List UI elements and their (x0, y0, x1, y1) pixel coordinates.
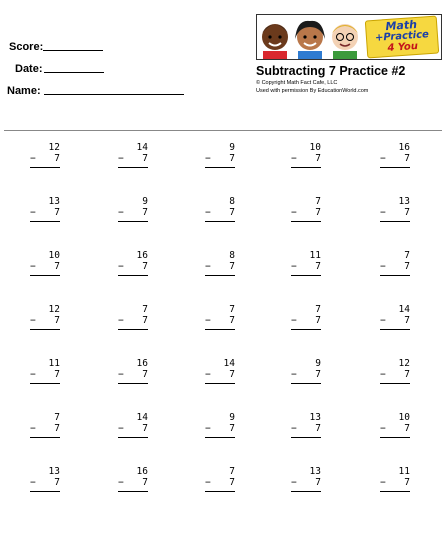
minus-sign: − (118, 261, 124, 272)
subtraction-problem (30, 196, 60, 222)
minus-sign: − (291, 207, 297, 218)
answer-line (380, 167, 410, 168)
minus-sign: − (380, 207, 386, 218)
math-practice-logo: Math +Practice 4 You (365, 16, 439, 59)
minuend: 13 (48, 196, 60, 207)
minus-sign: − (380, 423, 386, 434)
subtraction-problem (291, 304, 321, 330)
subtraction-problem (205, 196, 235, 222)
minus-sign: − (118, 423, 124, 434)
minus-sign: − (205, 477, 211, 488)
subtraction-problem (291, 412, 321, 438)
answer-line (380, 491, 410, 492)
subtraction-problem (380, 466, 410, 492)
minus-sign: − (30, 423, 36, 434)
subtraction-problem (380, 412, 410, 438)
minus-sign: − (118, 153, 124, 164)
subtrahend: 7 (54, 315, 60, 326)
subtraction-problem (118, 196, 148, 222)
date-field (15, 63, 43, 75)
subtraction-problem (291, 466, 321, 492)
minuend: 13 (398, 196, 410, 207)
answer-line (205, 437, 235, 438)
answer-line (118, 221, 148, 222)
subtraction-problem (30, 250, 60, 276)
minus-sign: − (118, 315, 124, 326)
worksheet-title: Subtracting 7 Practice #2 (256, 64, 406, 78)
subtrahend: 7 (404, 315, 410, 326)
subtrahend: 7 (142, 315, 148, 326)
answer-line (30, 491, 60, 492)
minus-sign: − (380, 153, 386, 164)
score-field (9, 41, 43, 53)
answer-line (291, 329, 321, 330)
minuend: 9 (229, 142, 235, 153)
subtraction-problem (291, 142, 321, 168)
name-field (7, 85, 41, 97)
date-label: Date: (15, 63, 43, 75)
minuend: 7 (315, 304, 321, 315)
answer-line (30, 437, 60, 438)
subtrahend: 7 (229, 423, 235, 434)
header-divider (4, 130, 442, 131)
minuend: 14 (398, 304, 410, 315)
minuend: 10 (398, 412, 410, 423)
minuend: 7 (315, 196, 321, 207)
subtraction-problem (118, 358, 148, 384)
minuend: 10 (309, 142, 321, 153)
math-practice-banner (256, 14, 442, 60)
subtrahend: 7 (404, 477, 410, 488)
subtrahend: 7 (142, 153, 148, 164)
minus-sign: − (118, 477, 124, 488)
name-label: Name: (7, 85, 41, 97)
minus-sign: − (380, 261, 386, 272)
answer-line (291, 167, 321, 168)
minus-sign: − (291, 423, 297, 434)
minuend: 11 (48, 358, 60, 369)
subtraction-problem (205, 358, 235, 384)
minuend: 7 (229, 466, 235, 477)
subtraction-problem (205, 466, 235, 492)
subtrahend: 7 (404, 423, 410, 434)
subtrahend: 7 (229, 477, 235, 488)
answer-line (380, 383, 410, 384)
subtraction-problem (291, 250, 321, 276)
minus-sign: − (30, 207, 36, 218)
subtrahend: 7 (404, 369, 410, 380)
minuend: 13 (48, 466, 60, 477)
minus-sign: − (205, 315, 211, 326)
minus-sign: − (380, 477, 386, 488)
answer-line (291, 383, 321, 384)
minus-sign: − (205, 423, 211, 434)
minus-sign: − (205, 207, 211, 218)
subtraction-problem (30, 412, 60, 438)
minuend: 9 (229, 412, 235, 423)
minuend: 12 (48, 142, 60, 153)
answer-line (205, 491, 235, 492)
subtraction-problem (205, 250, 235, 276)
answer-line (205, 329, 235, 330)
subtrahend: 7 (142, 423, 148, 434)
subtrahend: 7 (404, 207, 410, 218)
minus-sign: − (291, 477, 297, 488)
subtraction-problem (380, 358, 410, 384)
subtrahend: 7 (142, 207, 148, 218)
subtraction-problem (30, 304, 60, 330)
answer-line (118, 383, 148, 384)
minuend: 7 (142, 304, 148, 315)
answer-line (380, 275, 410, 276)
minus-sign: − (291, 369, 297, 380)
answer-line (380, 437, 410, 438)
minuend: 16 (136, 358, 148, 369)
subtrahend: 7 (404, 261, 410, 272)
answer-line (30, 383, 60, 384)
minuend: 14 (136, 412, 148, 423)
subtrahend: 7 (54, 261, 60, 272)
subtraction-problem (205, 412, 235, 438)
minuend: 8 (229, 196, 235, 207)
answer-line (30, 275, 60, 276)
subtrahend: 7 (54, 423, 60, 434)
minus-sign: − (30, 261, 36, 272)
subtrahend: 7 (404, 153, 410, 164)
minuend: 11 (398, 466, 410, 477)
answer-line (205, 167, 235, 168)
subtraction-problem (118, 250, 148, 276)
subtrahend: 7 (54, 207, 60, 218)
answer-line (205, 383, 235, 384)
subtrahend: 7 (229, 369, 235, 380)
minuend: 12 (48, 304, 60, 315)
subtrahend: 7 (229, 153, 235, 164)
subtrahend: 7 (229, 261, 235, 272)
minus-sign: − (205, 369, 211, 380)
subtraction-problem (380, 142, 410, 168)
permission-line: Used with permission By EducationWorld.com (256, 88, 369, 94)
minus-sign: − (30, 369, 36, 380)
minuend: 16 (136, 466, 148, 477)
answer-line (30, 167, 60, 168)
subtraction-problem (291, 196, 321, 222)
subtrahend: 7 (229, 315, 235, 326)
minuend: 8 (229, 250, 235, 261)
answer-line (380, 329, 410, 330)
subtraction-problem (380, 196, 410, 222)
minuend: 16 (398, 142, 410, 153)
subtraction-problem (291, 358, 321, 384)
minuend: 14 (136, 142, 148, 153)
subtraction-problem (380, 250, 410, 276)
subtrahend: 7 (54, 369, 60, 380)
minuend: 7 (404, 250, 410, 261)
answer-line (118, 437, 148, 438)
answer-line (205, 275, 235, 276)
minuend: 9 (315, 358, 321, 369)
minus-sign: − (30, 315, 36, 326)
minuend: 7 (229, 304, 235, 315)
minuend: 9 (142, 196, 148, 207)
minus-sign: − (291, 315, 297, 326)
subtrahend: 7 (142, 369, 148, 380)
name-blank-line (44, 94, 184, 95)
minuend: 16 (136, 250, 148, 261)
subtraction-problem (118, 304, 148, 330)
subtrahend: 7 (229, 207, 235, 218)
copyright-line: © Copyright Math Fact Cafe, LLC (256, 80, 338, 86)
subtraction-problem (118, 412, 148, 438)
answer-line (30, 329, 60, 330)
kids-illustration (257, 15, 367, 59)
answer-line (118, 329, 148, 330)
subtrahend: 7 (142, 477, 148, 488)
answer-line (291, 437, 321, 438)
subtrahend: 7 (315, 369, 321, 380)
subtraction-problem (118, 466, 148, 492)
subtraction-problem (380, 304, 410, 330)
subtrahend: 7 (315, 315, 321, 326)
answer-line (205, 221, 235, 222)
answer-line (118, 491, 148, 492)
subtraction-problem (205, 142, 235, 168)
minuend: 7 (54, 412, 60, 423)
minus-sign: − (380, 315, 386, 326)
subtrahend: 7 (54, 477, 60, 488)
subtrahend: 7 (315, 153, 321, 164)
subtrahend: 7 (54, 153, 60, 164)
minus-sign: − (291, 261, 297, 272)
subtrahend: 7 (315, 207, 321, 218)
minus-sign: − (205, 153, 211, 164)
subtrahend: 7 (315, 423, 321, 434)
minus-sign: − (30, 153, 36, 164)
minus-sign: − (118, 207, 124, 218)
minus-sign: − (30, 477, 36, 488)
minus-sign: − (118, 369, 124, 380)
minuend: 13 (309, 412, 321, 423)
minus-sign: − (291, 153, 297, 164)
subtraction-problem (205, 304, 235, 330)
minus-sign: − (205, 261, 211, 272)
minuend: 14 (223, 358, 235, 369)
subtraction-problem (30, 466, 60, 492)
minuend: 11 (309, 250, 321, 261)
minuend: 12 (398, 358, 410, 369)
answer-line (30, 221, 60, 222)
answer-line (118, 167, 148, 168)
subtraction-problem (118, 142, 148, 168)
answer-line (380, 221, 410, 222)
minuend: 13 (309, 466, 321, 477)
date-blank-line (44, 72, 104, 73)
subtraction-problem (30, 358, 60, 384)
subtrahend: 7 (315, 477, 321, 488)
minuend: 10 (48, 250, 60, 261)
minus-sign: − (380, 369, 386, 380)
subtrahend: 7 (142, 261, 148, 272)
subtraction-problem (30, 142, 60, 168)
subtrahend: 7 (315, 261, 321, 272)
answer-line (291, 221, 321, 222)
answer-line (118, 275, 148, 276)
score-label: Score: (9, 41, 44, 53)
answer-line (291, 275, 321, 276)
score-blank-line (43, 50, 103, 51)
answer-line (291, 491, 321, 492)
